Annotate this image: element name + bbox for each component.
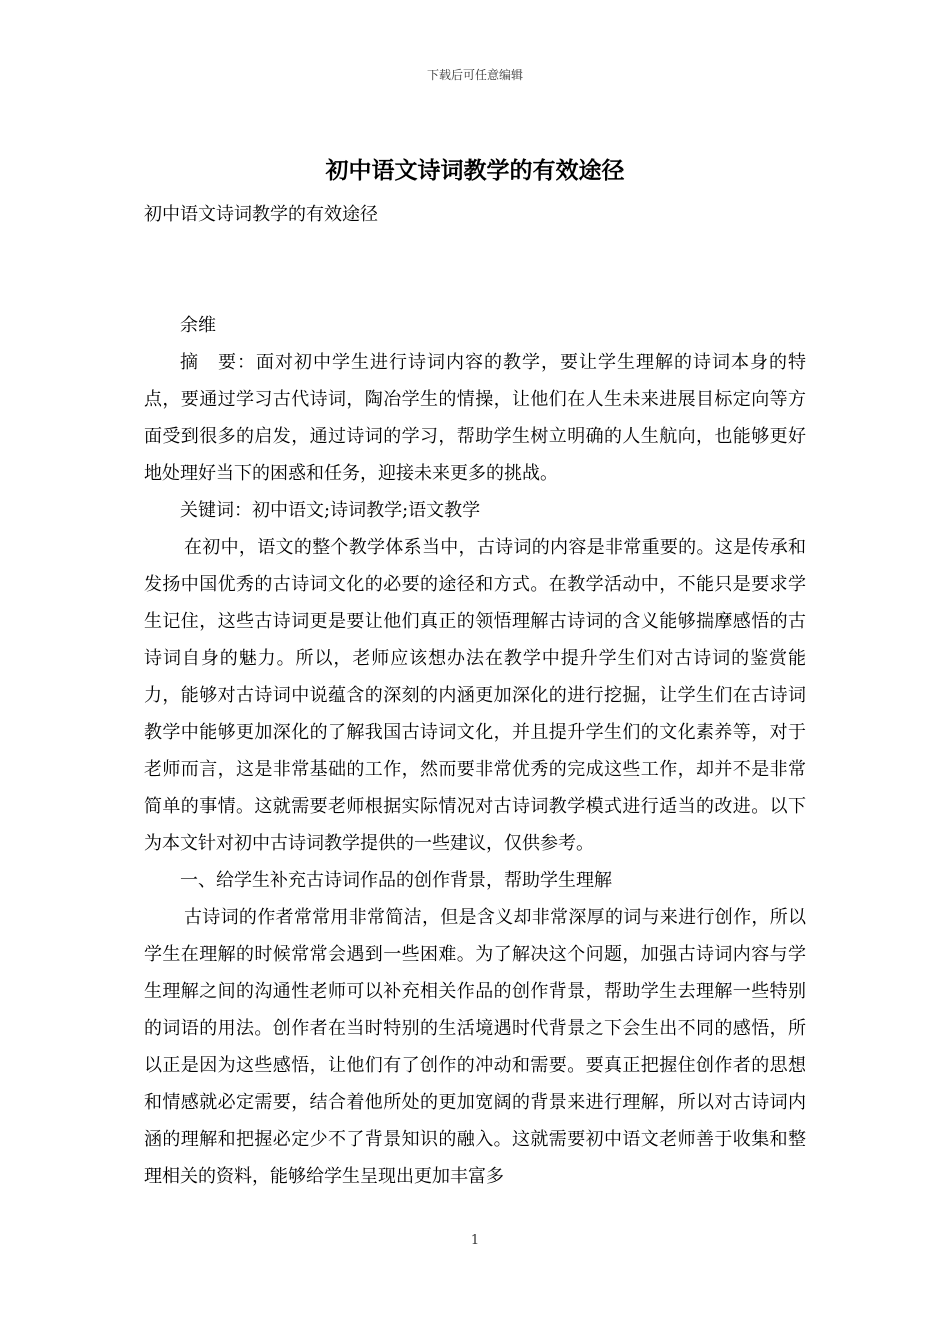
keywords-line: 关键词：初中语文;诗词教学;语文教学 [180, 500, 481, 521]
blank-space [144, 233, 806, 307]
document-subtitle: 初中语文诗词教学的有效途径 [144, 204, 378, 225]
abstract-paragraph: 摘 要：面对初中学生进行诗词内容的教学，要让学生理解的诗词本身的特点，要通过学习古代诗词，陶冶学生的情操，让他们在人生未来进展目标定向等方面受到很多的启发，通过诗词的学习，帮助学生树立明确的人生航向，也能够更好地处理好当下的困惑和任务，迎接未来更多的挑战。 [144, 352, 806, 484]
author-name: 余维 [180, 315, 216, 336]
body-paragraph-1: 在初中，语文的整个教学体系当中，古诗词的内容是非常重要的。这是传承和发扬中国优秀的古诗词文化的必要的途径和方式。在教学活动中，不能只是要求学生记住，这些古诗词更是要让他们真正的领悟理解古诗词的含义能够揣摩感悟的古诗词自身的魅力。所以，老师应该想办法在教学中提升学生们对古诗词的鉴赏能力，能够对古诗词中说蕴含的深刻的内涵更加深化的进行挖掘，让学生们在古诗词教学中能够更加深化的了解我国古诗词文化，并且提升学生们的文化素养等，对于老师而言，这是非常基础的工作，然而要非常优秀的完成这些工作，却并不是非常简单的事情。这就需要老师根据实际情况对古诗词教学模式进行适当的改进。以下为本文针对初中古诗词教学提供的一些建议，仅供参考。 [144, 537, 806, 854]
section-heading-1: 一、给学生补充古诗词作品的创作背景，帮助学生理解 [180, 870, 612, 891]
page-number: 1 [470, 1233, 480, 1248]
document-body [144, 196, 806, 1195]
body-paragraph-2: 古诗词的作者常常用非常简洁，但是含义却非常深厚的词与来进行创作，所以学生在理解的时候常常会遇到一些困难。为了解决这个问题，加强古诗词内容与学生理解之间的沟通性老师可以补充相关作品的创作背景，帮助学生去理解一些特别的词语的用法。创作者在当时特别的生活境遇时代背景之下会生出不同的感悟，所以正是因为这些感悟，让他们有了创作的冲动和需要。要真正把握住创作者的思想和情感就必定需要，结合着他所处的更加宽阔的背景来进行理解，所以对古诗词内涵的理解和把握必定少不了背景知识的融入。这就需要初中语文老师善于收集和整理相关的资料，能够给学生呈现出更加丰富多 [144, 907, 806, 1187]
document-title: 初中语文诗词教学的有效途径 [325, 157, 625, 184]
page-header-note: 下载后可任意编辑 [426, 68, 523, 82]
